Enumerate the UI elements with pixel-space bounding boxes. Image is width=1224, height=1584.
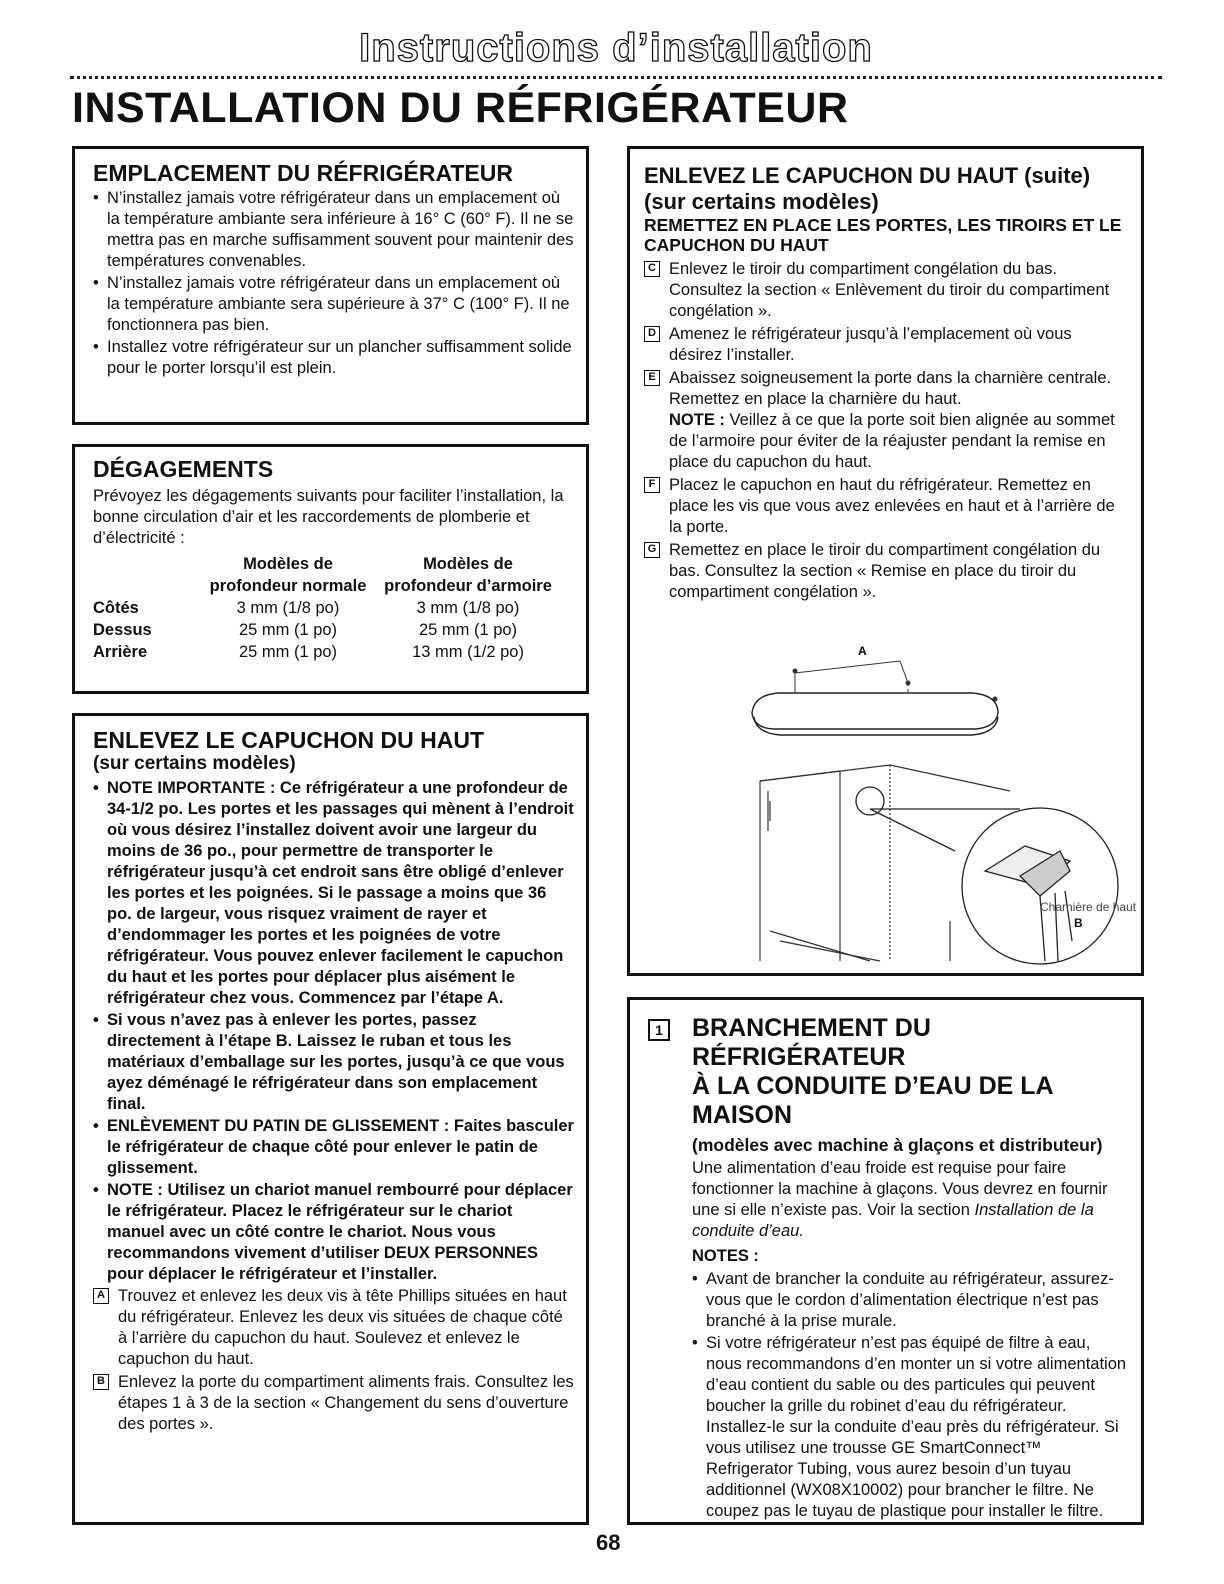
top-cap-diagram xyxy=(740,641,1140,971)
step-key: D xyxy=(644,326,660,342)
cell-normal: 25 mm (1 po) xyxy=(238,643,338,661)
capuchon-list xyxy=(93,778,574,1285)
step-f xyxy=(644,475,1129,538)
hinge-detail xyxy=(856,787,1118,964)
list-item: • NOTE IMPORTANTE : Ce réfrigérateur a une profondeur de 34-1/2 po. Les portes et les passages qui mènent à l’endroit où vous désirez l’installez doivent avoir une largeur du moins de 36 po., pour permettre de transporter le réfrigérateur jusqu’à cet endroit sans être obligé d’enlever les portes et les poignées. Si le passage a moins que 36 po. de largeur, vous risquez vraiment de rayer et d’endommager les portes et les poignées de votre réfrigérateur. Vous pouvez enlever facilement le capuchon du haut et les portes pour déplacer plus aisément le réfrigérateur chez vous. Commencez par l’étape A. xyxy=(93,778,574,1009)
table-corner xyxy=(93,553,203,597)
hinge-label: Charnière de haut xyxy=(1040,900,1137,914)
branchement-box xyxy=(627,997,1144,1525)
step-text: Enlevez la porte du compartiment aliments frais. Consultez les étapes 1 à 3 de la section « Changement du sens d’ouverture des portes ». xyxy=(118,1373,574,1433)
col-head-armoire-2: profondeur d’armoire xyxy=(384,577,552,595)
branchement-heading xyxy=(644,1014,1129,1522)
table-row xyxy=(93,641,563,663)
col-head-armoire xyxy=(373,553,563,597)
step-text: Amenez le réfrigérateur jusqu’à l’emplacement où vous désirez l’installer. xyxy=(669,325,1072,364)
degagements-intro: Prévoyez les dégagements suivants pour faciliter l’installation, la bonne circulation d’air et les raccordements de plomberie et d’électricité : xyxy=(93,487,564,547)
list-item: • N’installez jamais votre réfrigérateur dans un emplacement où la température ambiante sera inférieure à 16° C (60° F). Il ne se mettra pas en marche suffisamment souvent pour maintenir des températures convenables. xyxy=(93,188,574,272)
branchement-title-1: BRANCHEMENT DU RÉFRIGÉRATEUR xyxy=(692,1014,931,1071)
branchement-notes xyxy=(692,1269,1129,1522)
degagements-box xyxy=(72,444,589,694)
list-item: • ENLÈVEMENT DU PATIN DE GLISSEMENT : Faites basculer le réfrigérateur de chaque côté pour enlever le patin de glissement. xyxy=(93,1116,574,1179)
suite-subheading: REMETTEZ EN PLACE LES PORTES, LES TIROIRS ET LE CAPUCHON DU HAUT xyxy=(644,215,1122,255)
list-item: • Installez votre réfrigérateur sur un plancher suffisamment solide pour le porter lorsqu’il est plein. xyxy=(93,337,574,379)
branchement-intro xyxy=(692,1158,1129,1242)
col-head-armoire-1: Modèles de xyxy=(423,555,513,573)
step-key: A xyxy=(93,1288,109,1304)
suite-subtitle: (sur certains modèles) xyxy=(644,189,879,214)
col-head-normal-1: Modèles de xyxy=(243,555,333,573)
degagements-title: DÉGAGEMENTS xyxy=(93,456,274,482)
step-text: Trouvez et enlevez les deux vis à tête Phillips situées en haut du réfrigérateur. Enlevez les deux vis situées de chaque côté à l’arrière du capuchon du haut. Soulevez et enlevez le capuchon du haut. xyxy=(118,1287,567,1368)
row-label: Dessus xyxy=(93,621,152,639)
branchement-subtitle: (modèles avec machine à glaçons et distributeur) xyxy=(692,1135,1103,1155)
list-item: • Avant de brancher la conduite au réfrigérateur, assurez-vous que le cordon d’alimentation électrique n’est pas branché à la prise murale. xyxy=(692,1269,1129,1332)
col-head-normal xyxy=(203,553,373,597)
suite-box xyxy=(627,146,1144,976)
section-header: Instructions d’installation xyxy=(359,26,873,70)
row-label: Côtés xyxy=(93,599,139,617)
list-item: • Si vous n’avez pas à enlever les portes, passez directement à l’étape B. Laissez le ruban et tous les matériaux d’emballage sur les portes, jusqu’à ce que vous ayez déménagé le réfrigérateur dans son emplacement final. xyxy=(93,1010,574,1115)
capuchon-subtitle: (sur certains modèles) xyxy=(93,753,296,774)
step-a xyxy=(93,1286,574,1370)
branchement-title-2: À LA CONDUITE D’EAU DE LA MAISON xyxy=(692,1072,1053,1129)
capuchon-box xyxy=(72,713,589,1525)
step-c xyxy=(644,259,1129,322)
step-key: B xyxy=(93,1374,109,1390)
cell-armoire: 3 mm (1/8 po) xyxy=(416,599,520,617)
step-text: Placez le capuchon en haut du réfrigérateur. Remettez en place les vis que vous avez enlevées en haut et à l’arrière de la porte. xyxy=(669,476,1115,536)
page-number: 68 xyxy=(596,1530,621,1555)
step-text: Abaissez soigneusement la porte dans la charnière centrale. Remettez en place la charnière du haut. xyxy=(669,369,1112,408)
step-key: F xyxy=(644,477,660,493)
hinge-key-label: B xyxy=(1074,916,1083,930)
emplacement-title: EMPLACEMENT DU RÉFRIGÉRATEUR xyxy=(93,160,513,186)
top-cap xyxy=(752,693,998,735)
table-row xyxy=(93,619,563,641)
cell-armoire: 25 mm (1 po) xyxy=(418,621,518,639)
note-text: Veillez à ce que la porte soit bien alignée au sommet de l’armoire pour éviter de la réajuster pendant la remise en place du capuchon du haut. xyxy=(669,411,1115,471)
notes-label: NOTES : xyxy=(692,1247,759,1265)
cell-normal: 3 mm (1/8 po) xyxy=(236,599,340,617)
step-b xyxy=(93,1372,574,1435)
emplacement-box xyxy=(72,146,589,425)
diagram-label-a: A xyxy=(858,644,867,658)
list-item: • N’installez jamais votre réfrigérateur dans un emplacement où la température ambiante sera supérieure à 37° C (100° F). Il ne fonctionnera pas bien. xyxy=(93,273,574,336)
step-key: G xyxy=(644,542,660,558)
step-number-icon: 1 xyxy=(648,1019,670,1041)
step-key: C xyxy=(644,261,660,277)
list-item: • NOTE : Utilisez un chariot manuel rembourré pour déplacer le réfrigérateur. Placez le réfrigérateur sur le chariot manuel avec un côté contre le chariot. Nous vous recommandons vivement d’utiliser DEUX PERSONNES pour déplacer le réfrigérateur et l’installer. xyxy=(93,1180,574,1285)
step-g xyxy=(644,540,1129,603)
step-d xyxy=(644,324,1129,366)
intro-italic: Installation de la conduite d’eau. xyxy=(692,1201,1094,1240)
step-text: Remettez en place le tiroir du compartiment congélation du bas. Consultez la section « Remise en place du tiroir du compartiment congélation ». xyxy=(669,541,1101,601)
list-item: • Si votre réfrigérateur n’est pas équipé de filtre à eau, nous recommandons d’en monter un si votre alimentation d’eau contient du sable ou des particules qui peuvent boucher la grille du robinet d’eau du réfrigérateur. Installez-le sur la conduite d’eau près du réfrigérateur. Si vous utilisez une trousse GE SmartConnect™ Refrigerator Tubing, vous aurez besoin d’un tuyau additionnel (WX08X10002) pour brancher le filtre. Ne coupez pas le tuyau de plastique pour installer le filtre. xyxy=(692,1333,1129,1522)
emplacement-list xyxy=(93,188,574,379)
capuchon-title: ENLEVEZ LE CAPUCHON DU HAUT xyxy=(93,727,485,753)
cell-armoire: 13 mm (1/2 po) xyxy=(412,643,524,661)
intro-text: Une alimentation d’eau froide est requise pour faire fonctionner la machine à glaçons. Vous devrez en fournir une si elle n’existe pas. Voir la section xyxy=(692,1159,1108,1219)
header-divider xyxy=(70,76,1162,79)
row-label: Arrière xyxy=(93,643,148,661)
clearance-table xyxy=(93,553,563,663)
step-key: E xyxy=(644,370,660,386)
table-row xyxy=(93,597,563,619)
col-head-normal-2: profondeur normale xyxy=(209,577,367,595)
note-label: NOTE : xyxy=(669,411,725,429)
step-text: Enlevez le tiroir du compartiment congélation du bas. Consultez la section « Enlèvement du tiroir du compartiment congélation ». xyxy=(669,260,1110,320)
page-title: INSTALLATION DU RÉFRIGÉRATEUR xyxy=(72,84,849,132)
suite-title: ENLEVEZ LE CAPUCHON DU HAUT (suite) xyxy=(644,163,1091,188)
cell-normal: 25 mm (1 po) xyxy=(238,621,338,639)
step-e xyxy=(644,368,1129,473)
